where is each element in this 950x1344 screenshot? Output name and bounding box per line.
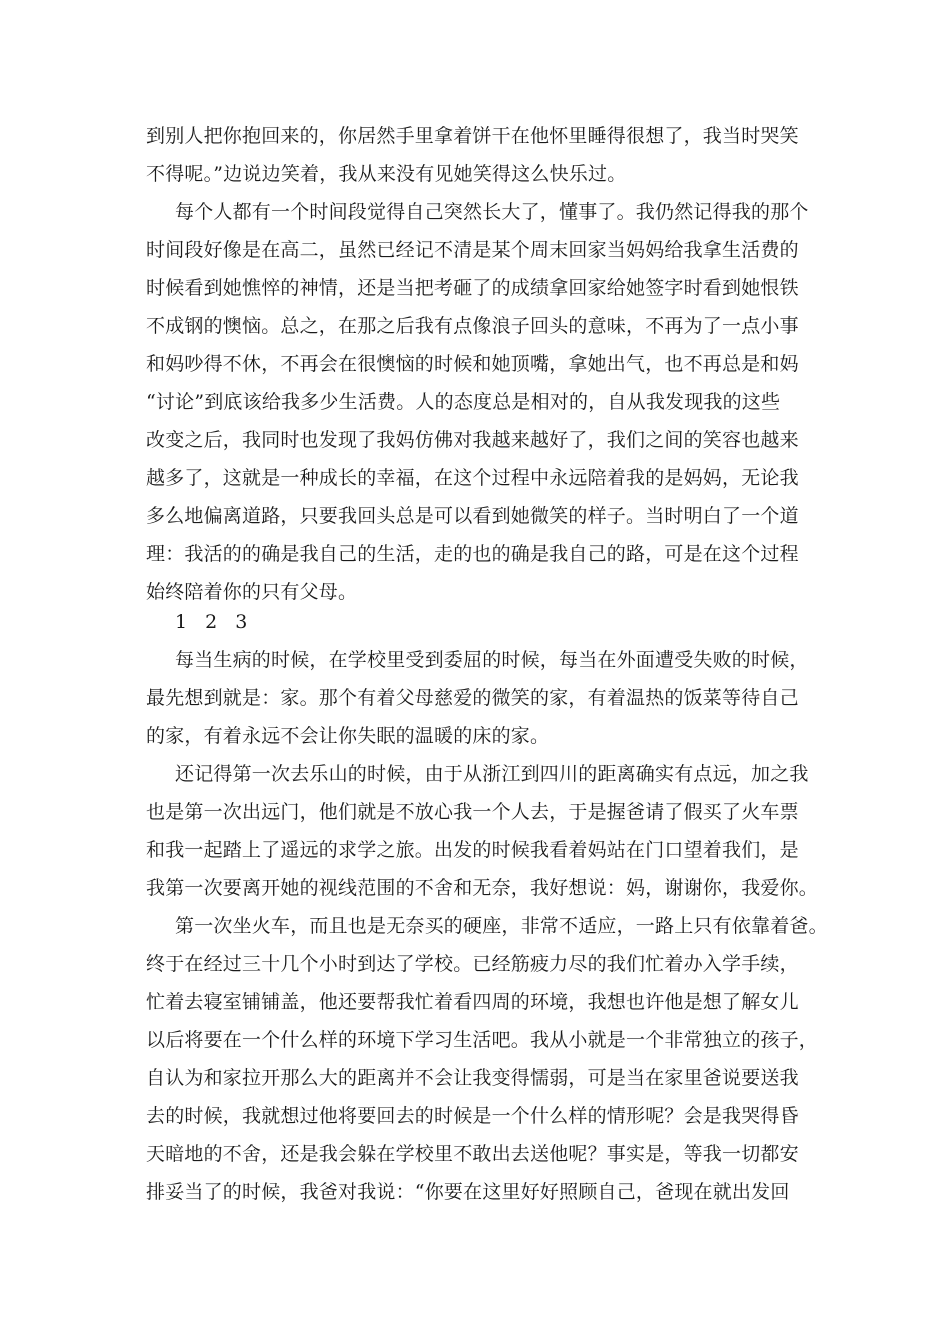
text-line: 天暗地的不舍，还是我会躲在学校里不敢出去送他呢？事实是，等我一切都安	[146, 1143, 799, 1165]
text-line: 不得呢。”边说边笑着，我从来没有见她笑得这么快乐过。	[146, 163, 627, 185]
text-line: 自认为和家拉开那么大的距离并不会让我变得懦弱，可是当在家里爸说要送我	[146, 1067, 799, 1089]
text-line: 以后将要在一个什么样的环境下学习生活吧。我从小就是一个非常独立的孩子，	[146, 1029, 819, 1051]
paragraph-start-line: 还记得第一次去乐山的时候，由于从浙江到四川的距离确实有点远，加之我	[175, 763, 809, 785]
paragraph-start-line: 每个人都有一个时间段觉得自己突然长大了，懂事了。我仍然记得我的那个	[175, 201, 809, 223]
text-line: 和我一起踏上了遥远的求学之旅。出发的时候我看着妈站在门口望着我们，是	[146, 839, 799, 861]
text-line: 改变之后，我同时也发现了我妈仿佛对我越来越好了，我们之间的笑容也越来	[146, 429, 799, 451]
paragraph-start-line: 第一次坐火车，而且也是无奈买的硬座，非常不适应，一路上只有依靠着爸。	[175, 915, 828, 937]
text-line: 不成钢的懊恼。总之，在那之后我有点像浪子回头的意味，不再为了一点小事	[146, 315, 799, 337]
text-line: 最先想到就是：家。那个有着父母慈爱的微笑的家，有着温热的饭菜等待自己	[146, 687, 799, 709]
paragraph-start-line: 每当生病的时候，在学校里受到委屈的时候，每当在外面遭受失败的时候，	[175, 649, 809, 671]
text-line: 多么地偏离道路，只要我回头总是可以看到她微笑的样子。当时明白了一个道	[146, 505, 799, 527]
text-line: 终于在经过三十几个小时到达了学校。已经筋疲力尽的我们忙着办入学手续，	[146, 953, 799, 975]
text-line: 理：我活的的确是我自己的生活，走的也的确是我自己的路，可是在这个过程	[146, 543, 799, 565]
text-line: 排妥当了的时候，我爸对我说：“你要在这里好好照顾自己，爸现在就出发回	[146, 1181, 790, 1203]
text-line: 越多了，这就是一种成长的幸福，在这个过程中永远陪着我的是妈妈，无论我	[146, 467, 799, 489]
text-line: 始终陪着你的只有父母。	[146, 581, 358, 603]
text-line: 和妈吵得不休，不再会在很懊恼的时候和她顶嘴，拿她出气，也不再总是和妈	[146, 353, 799, 375]
text-line: 忙着去寝室铺铺盖，他还要帮我忙着看四周的环境，我想也许他是想了解女儿	[146, 991, 799, 1013]
text-line: 也是第一次出远门，他们就是不放心我一个人去，于是握爸请了假买了火车票	[146, 801, 799, 823]
text-line: 的家，有着永远不会让你失眠的温暖的床的家。	[146, 725, 550, 747]
text-line: 到别人把你抱回来的，你居然手里拿着饼干在他怀里睡得很想了，我当时哭笑	[146, 125, 799, 147]
page-numbers: 1 2 3	[175, 611, 254, 633]
text-line: 去的时候，我就想过他将要回去的时候是一个什么样的情形呢？会是我哭得昏	[146, 1105, 799, 1127]
text-line: 时候看到她憔悴的神情，还是当把考砸了的成绩拿回家给她签字时看到她恨铁	[146, 277, 799, 299]
text-line: “讨论”到底该给我多少生活费。人的态度总是相对的，自从我发现我的这些	[146, 391, 781, 413]
text-line: 我第一次要离开她的视线范围的不舍和无奈，我好想说：妈，谢谢你，我爱你。	[146, 877, 819, 899]
text-line: 时间段好像是在高二，虽然已经记不清是某个周末回家当妈妈给我拿生活费的	[146, 239, 799, 261]
